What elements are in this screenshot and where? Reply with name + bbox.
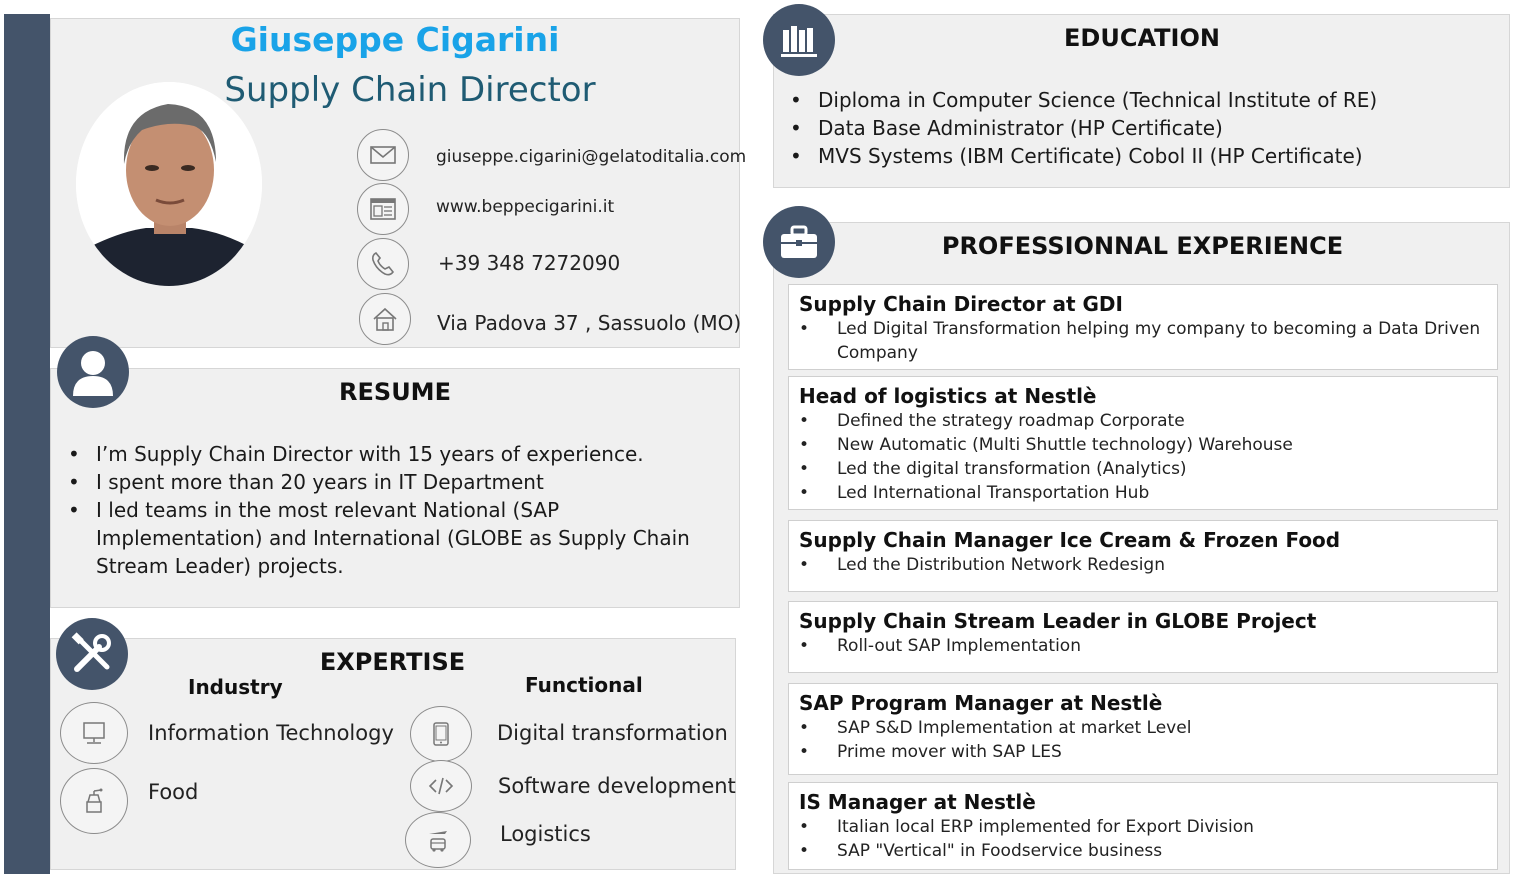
industry-item: Food (148, 780, 199, 804)
list-item: • I led teams in the most relevant National (SAP Implementation) and International (GLOBE as Supply Chain Stream Leader) projects. (58, 496, 728, 580)
logistics-icon (405, 812, 471, 868)
tablet-icon (410, 706, 472, 762)
functional-item: Software development (498, 774, 736, 798)
job-card (788, 601, 1498, 673)
job-card-title: Supply Chain Manager Ice Cream & Frozen Food (799, 528, 1341, 552)
list-item: • Diploma in Computer Science (Technical Institute of RE) (780, 86, 1480, 114)
job-bullet: • Italian local ERP implemented for Export Division (799, 815, 1487, 839)
functional-item: Logistics (500, 822, 591, 846)
briefcase-icon (763, 206, 835, 278)
contact-website[interactable]: www.beppecigarini.it (436, 197, 615, 217)
phone-icon (357, 238, 409, 290)
list-item: • Data Base Administrator (HP Certificate) (780, 114, 1480, 142)
person-name: Giuseppe Cigarini (230, 20, 560, 59)
contact-phone[interactable]: +39 348 7272090 (438, 251, 621, 275)
job-card-title: IS Manager at Nestlè (799, 790, 1036, 814)
job-bullet: • Roll-out SAP Implementation (799, 634, 1487, 658)
job-card (788, 284, 1498, 370)
job-title: Supply Chain Director (224, 70, 596, 110)
user-icon (57, 336, 129, 408)
computer-icon (60, 702, 128, 764)
code-icon (410, 760, 472, 812)
job-card-title: Supply Chain Stream Leader in GLOBE Project (799, 609, 1317, 633)
tools-icon (56, 618, 128, 690)
job-card (788, 782, 1498, 870)
experience-heading: PROFESSIONNAL EXPERIENCE (941, 232, 1344, 260)
list-item: • I spent more than 20 years in IT Department (58, 468, 728, 496)
website-icon (357, 183, 409, 235)
education-heading: EDUCATION (1064, 24, 1220, 52)
job-bullet: • Led the digital transformation (Analytics) (799, 457, 1487, 481)
job-bullet: • Defined the strategy roadmap Corporate (799, 409, 1487, 433)
functional-item: Digital transformation (497, 721, 728, 745)
job-card-title: Head of logistics at Nestlè (799, 384, 1097, 408)
job-card-title: SAP Program Manager at Nestlè (799, 691, 1163, 715)
job-card (788, 683, 1498, 775)
job-card (788, 520, 1498, 592)
coffee-grinder-icon (60, 768, 128, 834)
left-accent-bar (4, 14, 50, 874)
profile-photo (76, 82, 262, 286)
job-card-title: Supply Chain Director at GDI (799, 292, 1123, 316)
job-bullet: • Led Digital Transformation helping my company to becoming a Data Driven Company (799, 317, 1487, 365)
education-list (780, 86, 1480, 170)
job-bullet: • New Automatic (Multi Shuttle technology) Warehouse (799, 433, 1487, 457)
list-item: • MVS Systems (IBM Certificate) Cobol II (HP Certificate) (780, 142, 1480, 170)
industry-item: Information Technology (148, 721, 394, 745)
job-bullet: • Led International Transportation Hub (799, 481, 1487, 505)
industry-title: Industry (188, 675, 283, 699)
mail-icon (357, 129, 409, 181)
contact-address: Via Padova 37 , Sassuolo (MO) (437, 311, 742, 335)
resume-heading: RESUME (339, 378, 451, 406)
functional-title: Functional (525, 673, 643, 697)
home-icon (359, 293, 411, 345)
job-bullet: • SAP "Vertical" in Foodservice business (799, 839, 1487, 863)
job-card (788, 376, 1498, 510)
job-bullet: • Prime mover with SAP LES (799, 740, 1487, 764)
expertise-heading: EXPERTISE (319, 648, 466, 676)
job-bullet: • Led the Distribution Network Redesign (799, 553, 1487, 577)
job-bullet: • SAP S&D Implementation at market Level (799, 716, 1487, 740)
resume-list (58, 440, 728, 580)
contact-email[interactable]: giuseppe.cigarini@gelatoditalia.com (436, 147, 747, 167)
books-icon (763, 4, 835, 76)
list-item: • I’m Supply Chain Director with 15 years of experience. (58, 440, 728, 468)
